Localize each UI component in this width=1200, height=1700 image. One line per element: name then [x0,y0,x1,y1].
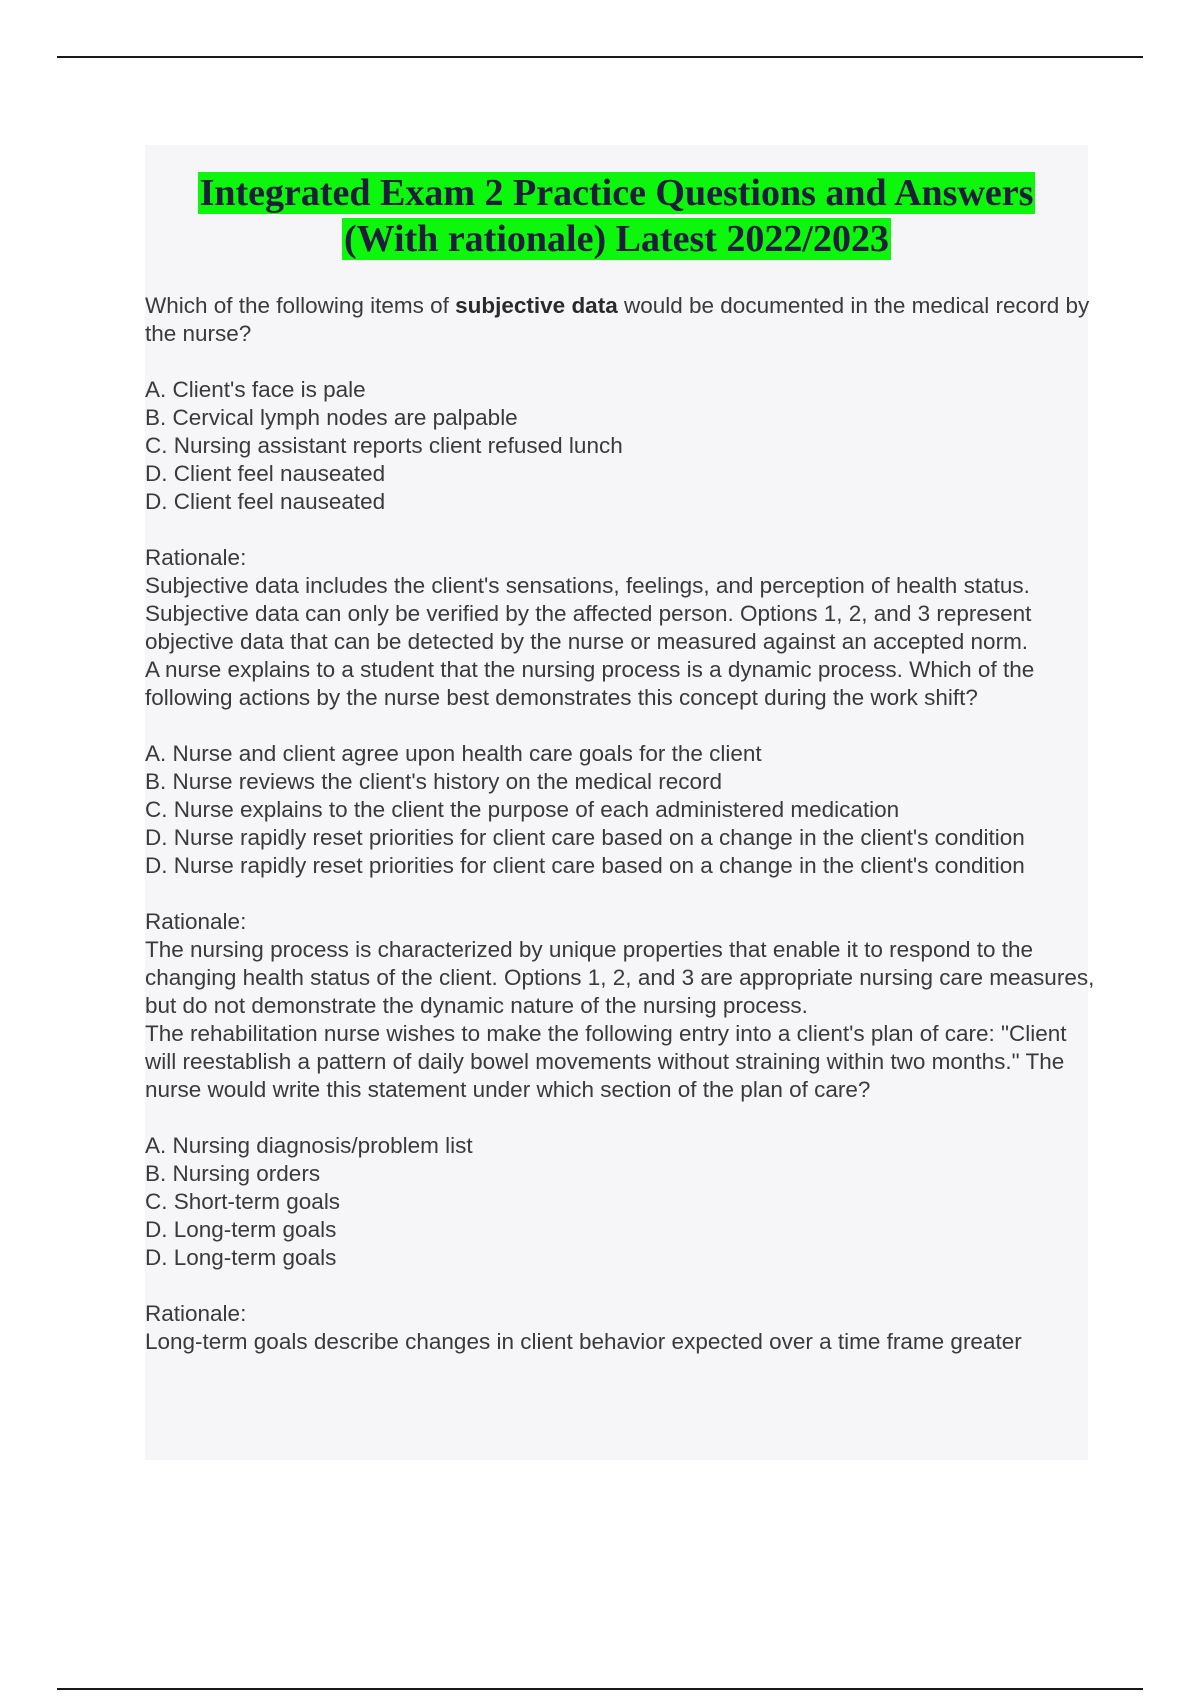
question-2-option: B. Nurse reviews the client's history on the medical record [145,769,723,794]
question-1-stem: Which of the following items of subjective data would be documented in the medical record by the nurse? [145,293,1090,346]
question-3-rationale-label: Rationale: [145,1301,247,1326]
bottom-rule [57,1688,1143,1690]
emphasis-subjective-data: subjective data [455,293,618,318]
question-2-rationale: The nursing process is characterized by unique properties that enable it to respond to the changing health status of the client. Options 1, 2, and 3 are appropriate nursing care measures, but do not demonstrate the dynamic nature of the nursing process. [145,937,1095,1018]
question-2-stem: A nurse explains to a student that the nursing process is a dynamic process. Which of the following actions by the nurse best demonstrates this concept during the work shift? [145,657,1035,710]
document-body [145,292,1095,1356]
question-1-option: A. Client's face is pale [145,377,366,402]
question-3-option: C. Short-term goals [145,1189,341,1214]
question-3-option: B. Nursing orders [145,1161,321,1186]
question-1-rationale: Subjective data includes the client's sensations, feelings, and perception of health status. Subjective data can only be verified by the affected person. Options 1, 2, and 3 represent objective data that can be detected by the nurse or measured against an accepted norm. [145,573,1032,654]
question-2-option: C. Nurse explains to the client the purpose of each administered medication [145,797,900,822]
question-1-rationale-label: Rationale: [145,545,247,570]
top-rule [57,56,1143,58]
question-2-rationale-label: Rationale: [145,909,247,934]
title-line-2: (With rationale) Latest 2022/2023 [344,218,889,260]
question-1-option: C. Nursing assistant reports client refused lunch [145,433,623,458]
question-1-option: B. Cervical lymph nodes are palpable [145,405,518,430]
question-1-option: D. Client feel nauseated [145,461,386,486]
question-3-option: D. Long-term goals [145,1217,337,1242]
question-2-option: D. Nurse rapidly reset priorities for client care based on a change in the client's condition [145,825,1025,850]
question-2-option: A. Nurse and client agree upon health care goals for the client [145,741,762,766]
question-3-option: D. Long-term goals [145,1245,337,1270]
title-line-1: Integrated Exam 2 Practice Questions and Answers [199,172,1034,214]
question-3-rationale: Long-term goals describe changes in client behavior expected over a time frame greater [145,1329,1022,1354]
document-title [145,170,1088,262]
question-3-option: A. Nursing diagnosis/problem list [145,1133,473,1158]
question-1-option: D. Client feel nauseated [145,489,386,514]
question-2-option: D. Nurse rapidly reset priorities for client care based on a change in the client's condition [145,853,1025,878]
question-3-stem: The rehabilitation nurse wishes to make the following entry into a client's plan of care: "Client will reestablish a pattern of daily bowel movements without straining within two months." The nurse would write this statement under which section of the plan of care? [145,1021,1067,1102]
